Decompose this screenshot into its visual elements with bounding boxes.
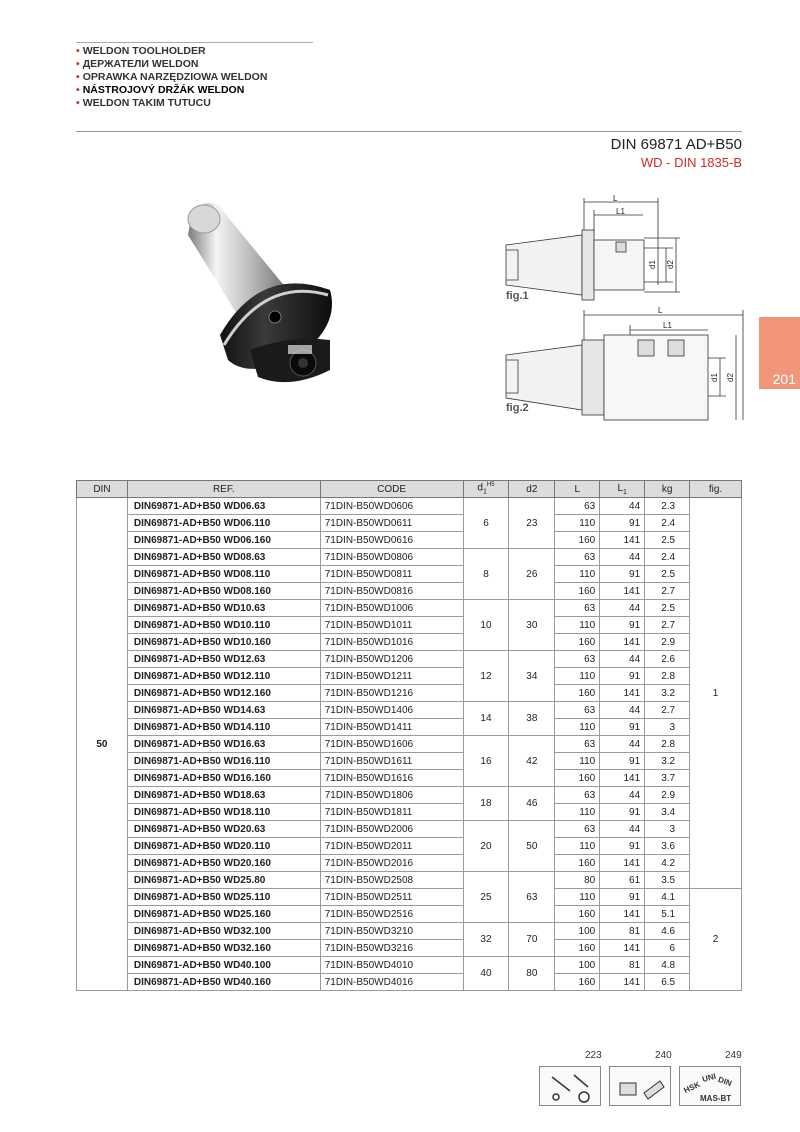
table-row: [77, 821, 742, 838]
table-cell: 34: [509, 651, 555, 702]
table-cell: 4.1: [645, 889, 690, 906]
table-cell: 141: [600, 940, 645, 957]
table-cell: DIN69871-AD+B50 WD10.160: [127, 634, 320, 651]
table-cell: 91: [600, 719, 645, 736]
table-cell: 110: [555, 838, 600, 855]
table-cell: DIN69871-AD+B50 WD16.110: [127, 753, 320, 770]
table-cell: 160: [555, 532, 600, 549]
table-body: [77, 498, 742, 991]
table-cell: 141: [600, 532, 645, 549]
col-header: CODE: [320, 481, 463, 498]
table-row: [77, 787, 742, 804]
table-cell: 44: [600, 549, 645, 566]
table-cell: DIN69871-AD+B50 WD12.160: [127, 685, 320, 702]
table-cell: DIN69871-AD+B50 WD18.110: [127, 804, 320, 821]
table-cell: 71DIN-B50WD2508: [320, 872, 463, 889]
svg-text:MAS-BT: MAS-BT: [700, 1094, 732, 1103]
table-cell: 3.4: [645, 804, 690, 821]
table-cell: 18: [463, 787, 509, 821]
table-cell: DIN69871-AD+B50 WD32.100: [127, 923, 320, 940]
table-cell: 160: [555, 685, 600, 702]
table-row: [77, 974, 742, 991]
table-row: [77, 770, 742, 787]
col-header: REF.: [127, 481, 320, 498]
table-cell: 71DIN-B50WD0811: [320, 566, 463, 583]
table-row: [77, 600, 742, 617]
page-number-tab: [759, 317, 800, 389]
table-row: [77, 957, 742, 974]
table-cell: 50: [77, 498, 128, 991]
table-cell: 50: [509, 821, 555, 872]
table-cell: 61: [600, 872, 645, 889]
table-cell: 71DIN-B50WD1206: [320, 651, 463, 668]
table-cell: 91: [600, 838, 645, 855]
table-cell: DIN69871-AD+B50 WD10.63: [127, 600, 320, 617]
table-cell: 42: [509, 736, 555, 787]
table-cell: DIN69871-AD+B50 WD08.110: [127, 566, 320, 583]
table-cell: 71DIN-B50WD1406: [320, 702, 463, 719]
table-cell: 12: [463, 651, 509, 702]
table-cell: 2.7: [645, 583, 690, 600]
table-cell: 2.6: [645, 651, 690, 668]
table-cell: 71DIN-B50WD1811: [320, 804, 463, 821]
table-cell: 5.1: [645, 906, 690, 923]
table-cell: 71DIN-B50WD2511: [320, 889, 463, 906]
page-title: DIN 69871 AD+B50: [610, 136, 742, 153]
table-cell: DIN69871-AD+B50 WD18.63: [127, 787, 320, 804]
table-row: [77, 549, 742, 566]
table-cell: 30: [509, 600, 555, 651]
table-cell: 10: [463, 600, 509, 651]
table-cell: DIN69871-AD+B50 WD20.110: [127, 838, 320, 855]
table-row: [77, 872, 742, 889]
table-cell: DIN69871-AD+B50 WD32.160: [127, 940, 320, 957]
table-cell: 71DIN-B50WD0616: [320, 532, 463, 549]
section-rule: [76, 131, 742, 132]
table-row: [77, 617, 742, 634]
table-row: [77, 719, 742, 736]
table-cell: 6.5: [645, 974, 690, 991]
table-cell: 44: [600, 821, 645, 838]
table-row: [77, 651, 742, 668]
table-cell: 23: [509, 498, 555, 549]
tools-icon[interactable]: [539, 1066, 601, 1106]
dim-d1-label: d1: [709, 373, 719, 382]
table-cell: 3.2: [645, 685, 690, 702]
table-cell: 3: [645, 821, 690, 838]
table-row: [77, 838, 742, 855]
table-cell: 14: [463, 702, 509, 736]
table-cell: DIN69871-AD+B50 WD10.110: [127, 617, 320, 634]
col-header: $d_1^{H5}$: [463, 481, 509, 498]
table-cell: 3.6: [645, 838, 690, 855]
page-number: 201: [772, 371, 796, 387]
table-cell: 63: [555, 787, 600, 804]
table-row: [77, 906, 742, 923]
table-cell: 63: [555, 651, 600, 668]
table-cell: 71DIN-B50WD1006: [320, 600, 463, 617]
table-cell: 71DIN-B50WD0806: [320, 549, 463, 566]
table-cell: 110: [555, 804, 600, 821]
table-cell: 3: [645, 719, 690, 736]
table-cell: 44: [600, 600, 645, 617]
table-cell: DIN69871-AD+B50 WD14.63: [127, 702, 320, 719]
table-cell: 2.4: [645, 549, 690, 566]
table-cell: 91: [600, 617, 645, 634]
ref-page-number: 240: [655, 1050, 672, 1061]
table-cell: 3.5: [645, 872, 690, 889]
fig1-label: fig.1: [506, 290, 529, 302]
table-cell: DIN69871-AD+B50 WD08.160: [127, 583, 320, 600]
table-cell: 141: [600, 685, 645, 702]
table-cell: 110: [555, 566, 600, 583]
table-cell: 63: [555, 736, 600, 753]
standards-icon[interactable]: [679, 1066, 741, 1106]
table-cell: 44: [600, 498, 645, 515]
table-cell: 4.6: [645, 923, 690, 940]
table-cell: 2.5: [645, 566, 690, 583]
table-row: [77, 855, 742, 872]
table-cell: 141: [600, 974, 645, 991]
language-item: • OPRAWKA NARZĘDZIOWA WELDON: [76, 71, 268, 83]
top-rule: [76, 42, 313, 43]
table-cell: DIN69871-AD+B50 WD20.160: [127, 855, 320, 872]
table-cell: DIN69871-AD+B50 WD14.110: [127, 719, 320, 736]
table-cell: 4.2: [645, 855, 690, 872]
table-cell: DIN69871-AD+B50 WD40.100: [127, 957, 320, 974]
table-cell: 71DIN-B50WD1011: [320, 617, 463, 634]
table-row: [77, 685, 742, 702]
table-cell: 3.7: [645, 770, 690, 787]
table-cell: 100: [555, 957, 600, 974]
table-cell: 71DIN-B50WD3216: [320, 940, 463, 957]
table-cell: 91: [600, 804, 645, 821]
table-cell: 160: [555, 906, 600, 923]
table-row: [77, 498, 742, 515]
table-cell: 91: [600, 753, 645, 770]
table-cell: 2.7: [645, 702, 690, 719]
col-header: d2: [509, 481, 555, 498]
table-row: [77, 753, 742, 770]
table-cell: 71DIN-B50WD2006: [320, 821, 463, 838]
page-subtitle: WD - DIN 1835-B: [640, 155, 742, 170]
table-cell: 71DIN-B50WD4010: [320, 957, 463, 974]
table-cell: 8: [463, 549, 509, 600]
table-cell: 91: [600, 566, 645, 583]
table-cell: DIN69871-AD+B50 WD25.160: [127, 906, 320, 923]
table-cell: 71DIN-B50WD1606: [320, 736, 463, 753]
table-cell: DIN69871-AD+B50 WD20.63: [127, 821, 320, 838]
table-cell: 110: [555, 617, 600, 634]
ref-page-number: 223: [585, 1050, 602, 1061]
col-header: kg: [645, 481, 690, 498]
product-photo: [180, 195, 350, 395]
collet-icon[interactable]: [609, 1066, 671, 1106]
table-cell: 1: [690, 498, 742, 889]
table-row: [77, 668, 742, 685]
table-cell: 32: [463, 923, 509, 957]
table-cell: 91: [600, 889, 645, 906]
table-cell: 141: [600, 583, 645, 600]
table-cell: 141: [600, 770, 645, 787]
table-row: [77, 736, 742, 753]
table-cell: 71DIN-B50WD1216: [320, 685, 463, 702]
table-cell: DIN69871-AD+B50 WD25.110: [127, 889, 320, 906]
table-cell: 2.4: [645, 515, 690, 532]
ref-page-number: 249: [725, 1050, 742, 1061]
col-header: L: [555, 481, 600, 498]
table-cell: DIN69871-AD+B50 WD06.110: [127, 515, 320, 532]
table-cell: 63: [555, 821, 600, 838]
table-cell: 141: [600, 906, 645, 923]
dim-L1-label: L1: [663, 321, 672, 330]
table-cell: 2.5: [645, 532, 690, 549]
table-row: [77, 515, 742, 532]
table-row: [77, 940, 742, 957]
table-row: [77, 634, 742, 651]
fig2-label: fig.2: [506, 402, 529, 414]
table-cell: 2: [690, 889, 742, 991]
svg-text:DIN: DIN: [716, 1074, 733, 1089]
table-cell: 44: [600, 702, 645, 719]
table-row: [77, 702, 742, 719]
table-cell: 141: [600, 634, 645, 651]
svg-text:UNI: UNI: [701, 1071, 717, 1084]
table-cell: 38: [509, 702, 555, 736]
table-cell: 71DIN-B50WD1016: [320, 634, 463, 651]
table-cell: 2.8: [645, 736, 690, 753]
table-cell: 71DIN-B50WD1806: [320, 787, 463, 804]
table-cell: DIN69871-AD+B50 WD16.63: [127, 736, 320, 753]
table-cell: 2.8: [645, 668, 690, 685]
col-header: DIN: [77, 481, 128, 498]
table-row: [77, 566, 742, 583]
table-cell: 71DIN-B50WD3210: [320, 923, 463, 940]
table-cell: 110: [555, 668, 600, 685]
table-cell: 71DIN-B50WD1211: [320, 668, 463, 685]
table-cell: 2.9: [645, 634, 690, 651]
table-cell: 71DIN-B50WD1616: [320, 770, 463, 787]
table-cell: DIN69871-AD+B50 WD16.160: [127, 770, 320, 787]
table-cell: 71DIN-B50WD2516: [320, 906, 463, 923]
table-row: [77, 923, 742, 940]
table-cell: DIN69871-AD+B50 WD08.63: [127, 549, 320, 566]
table-cell: 80: [509, 957, 555, 991]
table-cell: 2.9: [645, 787, 690, 804]
table-cell: 160: [555, 974, 600, 991]
dim-d2-label: d2: [665, 260, 675, 269]
table-cell: DIN69871-AD+B50 WD06.160: [127, 532, 320, 549]
table-cell: 71DIN-B50WD0816: [320, 583, 463, 600]
table-cell: DIN69871-AD+B50 WD06.63: [127, 498, 320, 515]
table-cell: DIN69871-AD+B50 WD25.80: [127, 872, 320, 889]
table-cell: 160: [555, 770, 600, 787]
dim-d2-label: d2: [725, 373, 735, 382]
table-cell: DIN69871-AD+B50 WD12.110: [127, 668, 320, 685]
technical-drawing: [498, 190, 750, 430]
table-cell: 71DIN-B50WD2011: [320, 838, 463, 855]
table-cell: 70: [509, 923, 555, 957]
table-cell: 71DIN-B50WD1611: [320, 753, 463, 770]
dim-L-label: L: [658, 306, 663, 315]
table-cell: 26: [509, 549, 555, 600]
table-cell: 91: [600, 668, 645, 685]
table-cell: 110: [555, 719, 600, 736]
table-cell: 2.7: [645, 617, 690, 634]
table-cell: 91: [600, 515, 645, 532]
language-item: • WELDON TAKIM TUTUCU: [76, 97, 211, 109]
table-cell: 160: [555, 634, 600, 651]
table-cell: 110: [555, 753, 600, 770]
table-cell: 160: [555, 940, 600, 957]
spec-table: [76, 480, 742, 991]
table-cell: 141: [600, 855, 645, 872]
table-cell: 44: [600, 736, 645, 753]
table-row: [77, 889, 742, 906]
language-list: [76, 45, 316, 110]
table-cell: 44: [600, 651, 645, 668]
table-cell: 110: [555, 889, 600, 906]
table-cell: 71DIN-B50WD4016: [320, 974, 463, 991]
table-cell: 71DIN-B50WD0606: [320, 498, 463, 515]
language-item: • WELDON TOOLHOLDER: [76, 45, 206, 57]
table-row: [77, 583, 742, 600]
dim-L-label: L: [613, 194, 618, 203]
table-row: [77, 532, 742, 549]
footer-references: [539, 1050, 744, 1110]
language-item: • NÁSTROJOVÝ DRŽÁK WELDON: [76, 84, 245, 96]
table-cell: 71DIN-B50WD2016: [320, 855, 463, 872]
table-cell: 81: [600, 923, 645, 940]
table-cell: 71DIN-B50WD0611: [320, 515, 463, 532]
table-cell: 2.5: [645, 600, 690, 617]
table-cell: DIN69871-AD+B50 WD40.160: [127, 974, 320, 991]
dim-d1-label: d1: [647, 260, 657, 269]
table-cell: 110: [555, 515, 600, 532]
table-header-row: [77, 481, 742, 498]
table-cell: 16: [463, 736, 509, 787]
table-cell: 63: [555, 549, 600, 566]
table-cell: 160: [555, 855, 600, 872]
table-cell: 40: [463, 957, 509, 991]
col-header: $L_1$: [600, 481, 645, 498]
dim-L1-label: L1: [616, 207, 625, 216]
language-item: • ДЕРЖАТЕЛИ WELDON: [76, 58, 199, 70]
table-cell: 44: [600, 787, 645, 804]
table-cell: 25: [463, 872, 509, 923]
table-cell: 80: [555, 872, 600, 889]
table-cell: 63: [509, 872, 555, 923]
table-cell: 160: [555, 583, 600, 600]
table-cell: 63: [555, 498, 600, 515]
table-cell: 46: [509, 787, 555, 821]
table-cell: 3.2: [645, 753, 690, 770]
table-cell: 63: [555, 702, 600, 719]
table-cell: 20: [463, 821, 509, 872]
col-header: fig.: [690, 481, 742, 498]
table-row: [77, 804, 742, 821]
table-cell: 100: [555, 923, 600, 940]
table-cell: DIN69871-AD+B50 WD12.63: [127, 651, 320, 668]
table-cell: 71DIN-B50WD1411: [320, 719, 463, 736]
table-cell: 6: [645, 940, 690, 957]
table-cell: 6: [463, 498, 509, 549]
table-cell: 4.8: [645, 957, 690, 974]
table-cell: 63: [555, 600, 600, 617]
table-cell: 81: [600, 957, 645, 974]
table-cell: 2.3: [645, 498, 690, 515]
svg-text:HSK: HSK: [682, 1079, 702, 1096]
